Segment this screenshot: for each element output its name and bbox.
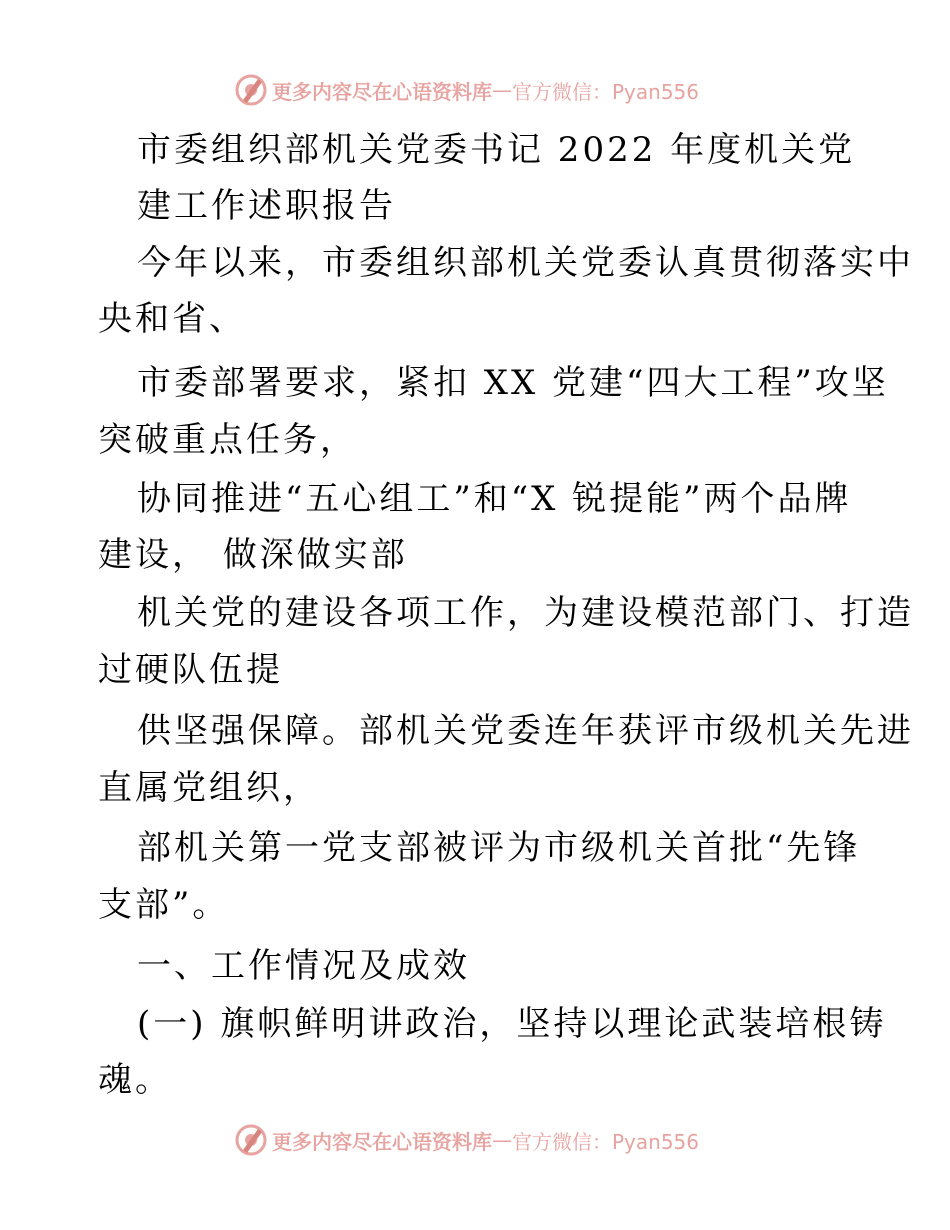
watermark-wechat-text: 官方微信：Pyan556	[512, 79, 700, 104]
watermark-main-text: 更多内容尽在心语资料库	[272, 79, 492, 104]
title-line-1: 市委组织部机关党委书记 2022 年度机关党	[137, 130, 856, 170]
watermark-wechat-text: 官方微信：Pyan556	[512, 1129, 700, 1154]
paragraph-line: 部机关第一党支部被评为市级机关首批“先锋	[137, 828, 861, 868]
pen-seal-logo-icon	[234, 1123, 268, 1157]
paragraph-line: 央和省、	[98, 299, 246, 339]
header-watermark	[234, 72, 699, 108]
paragraph-line: 直属党组织，	[98, 768, 320, 808]
title-line-2: 建工作述职报告	[137, 186, 396, 226]
paragraph-line: 机关党的建设各项工作，为建设模范部门、打造	[137, 593, 914, 633]
watermark-main-text: 更多内容尽在心语资料库	[272, 1129, 492, 1154]
paragraph-line: 过硬队伍提	[98, 650, 283, 690]
subsection-heading-continued: 魂。	[98, 1060, 172, 1100]
watermark-dash: —	[492, 1128, 512, 1152]
paragraph-line: 建设， 做深做实部	[98, 535, 408, 575]
paragraph-line: 供坚强保障。部机关党委连年获评市级机关先进	[137, 711, 914, 751]
paragraph-line: 市委部署要求，紧扣 XX 党建“四大工程”攻坚	[137, 363, 889, 403]
watermark-dash: —	[492, 78, 512, 102]
subsection-heading: (一) 旗帜鲜明讲政治，坚持以理论武装培根铸	[137, 1004, 887, 1044]
footer-watermark	[234, 1122, 699, 1158]
section-heading: 一、工作情况及成效	[137, 946, 470, 986]
paragraph-line: 今年以来，市委组织部机关党委认真贯彻落实中	[137, 243, 914, 283]
pen-seal-logo-icon	[234, 73, 268, 107]
paragraph-line: 突破重点任务，	[98, 420, 357, 460]
paragraph-line: 协同推进“五心组工”和“X 锐提能”两个品牌	[137, 479, 852, 519]
paragraph-line: 支部”。	[98, 885, 230, 925]
